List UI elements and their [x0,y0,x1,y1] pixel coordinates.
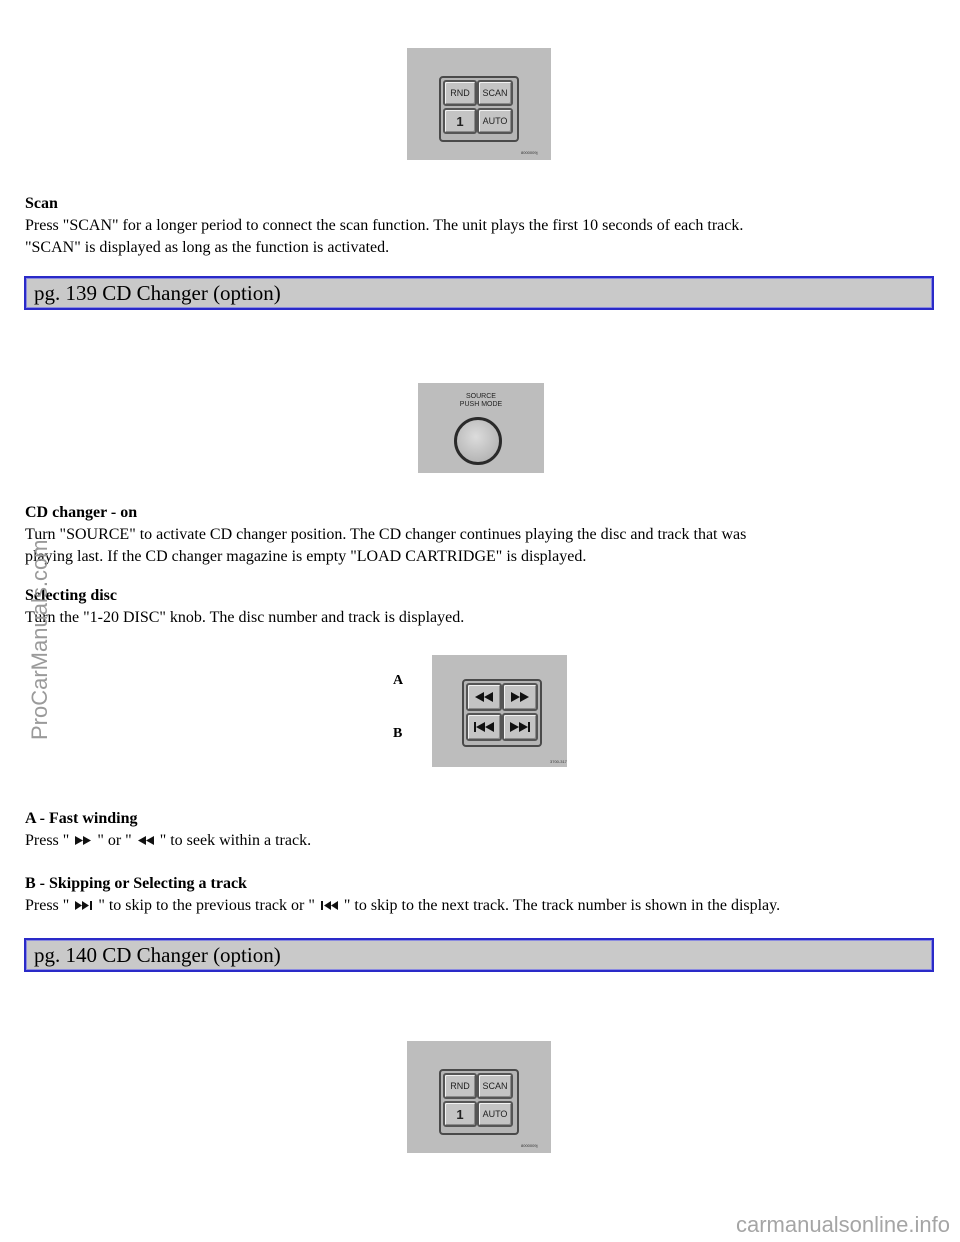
auto-label: AUTO [482,116,508,126]
rnd-button-2 [443,1073,477,1099]
winding-buttons-figure [432,655,567,767]
skip-text-mid: " to skip to the previous track or " [98,897,315,914]
figure-code: 8000009j [521,150,538,155]
source-knob-figure [418,383,544,473]
footer-watermark: carmanualsonline.info [735,1212,950,1237]
scan-section [25,193,935,259]
inline-fast-forward-icon [75,830,91,852]
label-b: B [393,726,403,741]
select-disc-heading: Selecting disc [25,587,117,604]
fast-winding-heading: A - Fast winding [25,810,138,827]
rnd-button [443,80,477,106]
skipping-heading: B - Skipping or Selecting a track [25,875,247,892]
page-139-header [24,276,934,310]
buttons-figure-bottom [407,1041,551,1153]
disc-label-2: 1 [456,1106,464,1122]
inline-skip-forward-icon [75,895,92,917]
auto-button-2 [477,1101,513,1127]
cd-changer-on-section [25,502,935,568]
skip-text-pre: Press " [25,897,70,914]
cd-on-line1: Turn "SOURCE" to activate CD changer position. The CD changer continues playing the disc and track that was [25,526,747,543]
fast-winding-section [25,808,935,852]
buttons-figure-top [407,48,551,160]
fast-text-mid: " or " [97,832,132,849]
skip-forward-icon [510,722,530,732]
page-139-label: pg. 139 CD Changer (option) [34,281,281,305]
skipping-section [25,873,935,917]
scan-text-line1: Press "SCAN" for a longer period to connect the scan function. The unit plays the first 10 seconds of each track. [25,217,744,234]
skip-back-icon [474,722,494,732]
knob-label-line1: SOURCE [466,393,496,400]
auto-label-2: AUTO [482,1109,508,1119]
auto-button [477,108,513,134]
cd-on-line2: playing last. If the CD changer magazine is empty "LOAD CARTRIDGE" is displayed. [25,548,587,565]
scan-label-2: SCAN [482,1081,508,1091]
fast-forward-icon [511,692,529,702]
selecting-disc-section [25,585,935,629]
fast-text-post: " to seek within a track. [159,832,312,849]
rewind-button [466,683,502,711]
knob-label-line2: PUSH MODE [459,401,503,408]
page-140-label: pg. 140 CD Changer (option) [34,943,281,967]
cd-on-heading: CD changer - on [25,504,138,521]
fast-text-pre: Press " [25,832,70,849]
fast-forward-button [502,683,538,711]
inline-rewind-icon [138,830,154,852]
rnd-label: RND [450,88,470,98]
disc-button-2 [443,1101,477,1127]
disc-label: 1 [456,113,464,129]
select-disc-line1: Turn the "1-20 DISC" knob. The disc number and track is displayed. [25,609,465,626]
scan-heading: Scan [25,195,58,212]
source-knob [454,417,502,465]
scan-button-2 [477,1073,513,1099]
skip-text-post: " to skip to the next track. The track number is shown in the display. [343,897,781,914]
scan-text-line2: "SCAN" is displayed as long as the function is activated. [25,239,390,256]
fast-winding-text [25,830,935,852]
label-a: A [393,673,404,688]
rnd-label-2: RND [450,1081,470,1091]
winding-figure-code: 3700-317 [550,759,567,764]
disc-button [443,108,477,134]
knob-label [441,393,521,409]
skipping-text [25,895,935,917]
skip-forward-button [502,713,538,741]
rewind-icon [475,692,493,702]
scan-button [477,80,513,106]
page-140-header [24,938,934,972]
side-watermark: ProCarManuals.com [27,539,52,740]
figure-code-2: 8000009j [521,1143,538,1148]
scan-label: SCAN [482,88,508,98]
skip-back-button [466,713,502,741]
inline-skip-back-icon [321,895,338,917]
